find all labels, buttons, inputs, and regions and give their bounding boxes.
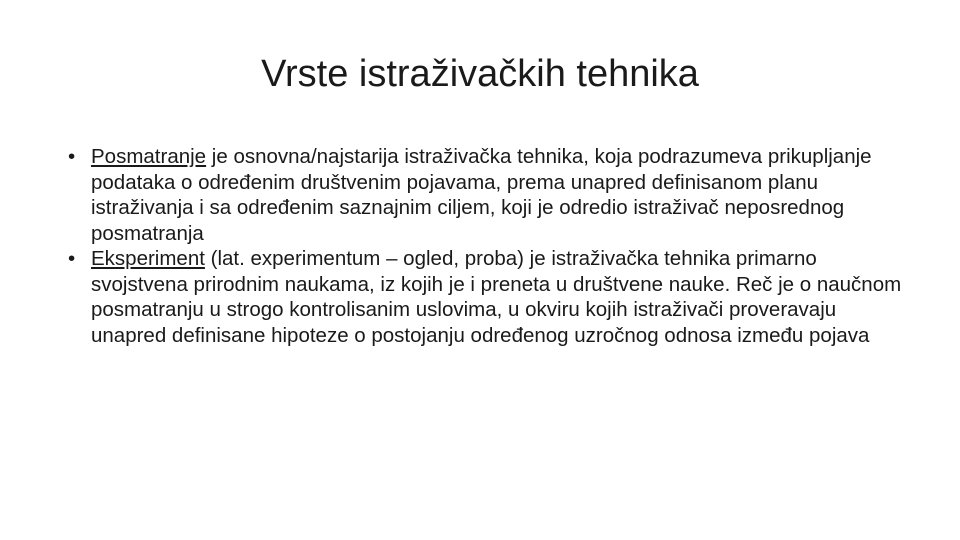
slide-title: Vrste istraživačkih tehnika	[261, 53, 699, 95]
bullet-term: Posmatranje	[91, 145, 207, 168]
bullet-text: je osnovna/najstarija istraživačka tehnika, koja podrazumeva prikupljanje podataka o određenim društvenim pojavama, prema unapred definisanom planu istraživanja i sa određenim saznajnim ciljem, koji je odredio istraživač neposrednog posmatranja	[91, 145, 872, 245]
bullet-item-eksperiment	[66, 246, 906, 348]
bullet-term: Eksperiment	[91, 247, 205, 270]
bullet-list	[66, 144, 906, 348]
bullet-dot: •	[68, 145, 76, 168]
bullet-item-posmatranje	[66, 144, 906, 246]
bullet-text: (lat. experimentum – ogled, proba) je istraživačka tehnika primarno svojstvena prirodnim naukama, iz kojih je i preneta u društvene nauke. Reč je o naučnom posmatranju u strogo kontrolisanim uslovima, u okviru kojih istraživači proveravaju unapred definisane hipoteze o postojanju određenog uzročnog odnosa između pojava	[91, 247, 902, 347]
bullet-dot: •	[68, 247, 76, 270]
